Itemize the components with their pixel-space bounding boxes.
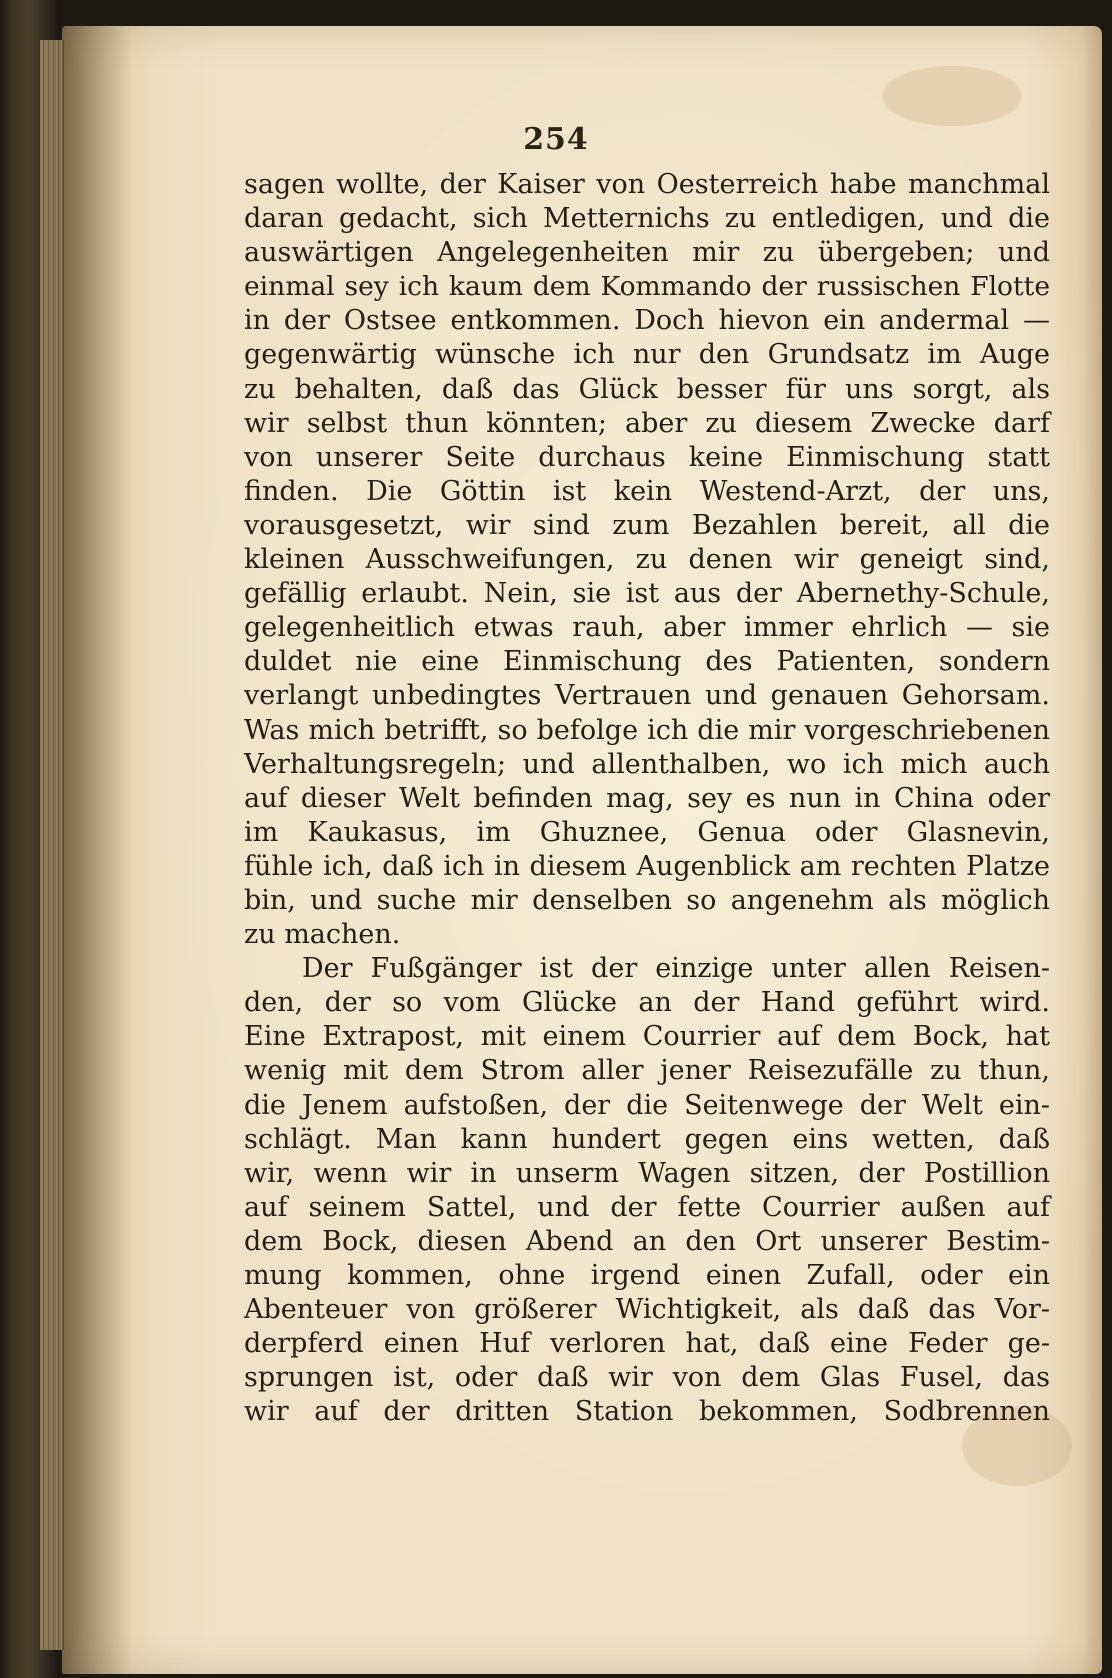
text-line: gelegenheitlich etwas rauh, aber immer ehrlich — sie	[244, 612, 1050, 644]
text-line: zu behalten, daß das Glück besser für uns sorgt, als	[244, 373, 1050, 405]
gutter-shadow	[62, 26, 132, 1674]
text-line: wir, wenn wir in unserm Wagen sitzen, der Postillion	[244, 1157, 1050, 1189]
text-line: einmal sey ich kaum dem Kommando der russischen Flotte	[244, 271, 1050, 303]
text-line: Eine Extrapost, mit einem Courrier auf dem Bock, hat	[244, 1021, 1050, 1053]
text-line: fühle ich, daß ich in diesem Augenblick am rechten Platze	[244, 850, 1050, 882]
text-line: verlangt unbedingtes Vertrauen und genauen Gehorsam.	[244, 680, 1050, 712]
text-line: daran gedacht, sich Metternichs zu entledigen, und die	[244, 203, 1050, 235]
page-number: 254	[523, 122, 589, 157]
text-line: in der Ostsee entkommen. Doch hievon ein andermal —	[244, 305, 1050, 337]
text-line: zu machen.	[244, 919, 401, 951]
text-line: vorausgesetzt, wir sind zum Bezahlen bereit, all die	[244, 509, 1050, 541]
text-line: den, der so vom Glücke an der Hand geführt wird.	[244, 987, 1050, 1019]
body-text	[244, 168, 1050, 1429]
text-line: auf seinem Sattel, und der fette Courrier außen auf	[244, 1191, 1050, 1223]
text-line: wir auf der dritten Station bekommen, Sodbrennen	[244, 1396, 1050, 1428]
text-line: kleinen Ausschweifungen, zu denen wir geneigt sind,	[244, 544, 1050, 576]
text-line: finden. Die Göttin ist kein Westend-Arzt, der uns,	[244, 475, 1050, 507]
text-line: die Jenem aufstoßen, der die Seitenwege der Welt ein-	[244, 1089, 1050, 1121]
text-line: Was mich betrifft, so befolge ich die mir vorgeschriebenen	[244, 714, 1050, 746]
text-line: wir selbst thun könnten; aber zu diesem Zwecke darf	[244, 407, 1050, 439]
text-line: derpferd einen Huf verloren hat, daß eine Feder ge-	[244, 1328, 1050, 1360]
text-line: wenig mit dem Strom aller jener Reisezufälle zu thun,	[244, 1055, 1050, 1087]
text-line: Abenteuer von größerer Wichtigkeit, als daß das Vor-	[244, 1294, 1050, 1326]
text-line: sagen wollte, der Kaiser von Oesterreich habe manchmal	[244, 169, 1050, 200]
text-line: auswärtigen Angelegenheiten mir zu übergeben; und	[244, 237, 1050, 269]
text-line: duldet nie eine Einmischung des Patienten, sondern	[244, 646, 1050, 678]
text-line: gegenwärtig wünsche ich nur den Grundsatz im Auge	[244, 339, 1050, 371]
text-line: auf dieser Welt befinden mag, sey es nun in China oder	[244, 782, 1050, 814]
text-line: Verhaltungsregeln; und allenthalben, wo ich mich auch	[244, 748, 1050, 780]
text-line: gefällig erlaubt. Nein, sie ist aus der Abernethy-Schule,	[244, 578, 1050, 610]
text-line: bin, und suche mir denselben so angenehm als möglich	[244, 884, 1050, 916]
text-line: von unserer Seite durchaus keine Einmischung statt	[244, 441, 1050, 473]
page-edges	[40, 40, 64, 1650]
text-line: mung kommen, ohne irgend einen Zufall, oder ein	[244, 1260, 1050, 1291]
text-line: im Kaukasus, im Ghuznee, Genua oder Glasnevin,	[244, 816, 1050, 848]
text-line: Der Fußgänger ist der einzige unter allen Reisen-	[302, 953, 1050, 985]
text-line: dem Bock, diesen Abend an den Ort unserer Bestim-	[244, 1225, 1050, 1257]
text-line: schlägt. Man kann hundert gegen eins wetten, daß	[244, 1123, 1050, 1155]
text-line: sprungen ist, oder daß wir von dem Glas Fusel, das	[244, 1362, 1050, 1394]
paper-stain	[882, 66, 1022, 126]
